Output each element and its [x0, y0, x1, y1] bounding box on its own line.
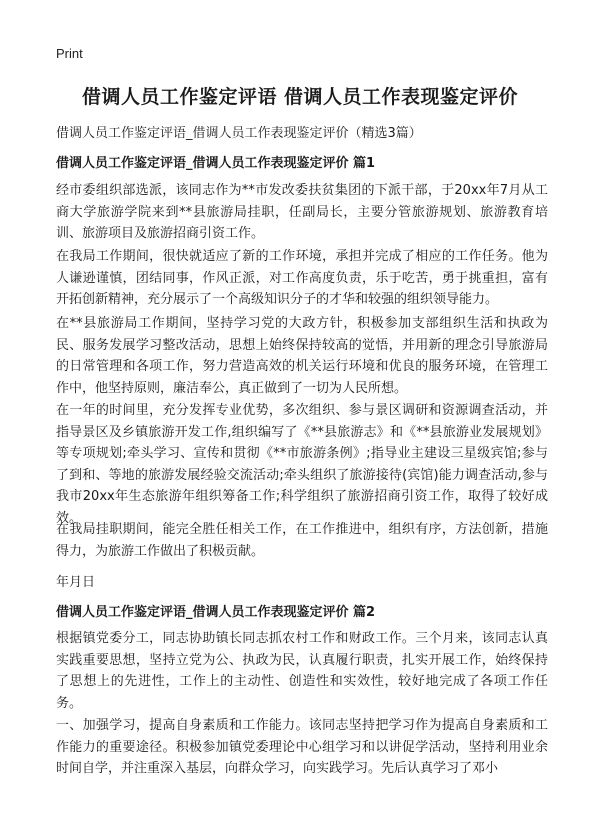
section1-paragraph-5: 在我局挂职期间，能完全胜任相关工作，在工作推进中，组织有序，方法创新，措施得力，为旅游工作做出了积极贡献。: [56, 522, 548, 559]
section1-paragraph-2: 在我局工作期间，很快就适应了新的工作环境，承担并完成了相应的工作任务。他为人谦逊谨慎，团结同事，作风正派，对工作高度负责，乐于吃苦，勇于挑重担，富有开拓创新精神，充分展示了一个高级知识分子的才华和较强的组织领导能力。: [56, 249, 548, 307]
section2-paragraph-2: 一、加强学习，提高自身素质和工作能力。该同志坚持把学习作为提高自身素质和工作能力的重要途径。积极参加镇党委理论中心组学习和以讲促学活动，坚持利用业余时间自学，并注重深入基层，向群众学习，向实践学习。先后认真学习了邓小: [56, 718, 548, 776]
section2-heading: 借调人员工作鉴定评语_借调人员工作表现鉴定评价 篇2: [56, 605, 376, 620]
section1-paragraph-4: 在一年的时间里，充分发挥专业优势，多次组织、参与景区调研和资源调查活动，并指导景区及乡镇旅游开发工作,组织编写了《**县旅游志》和《**县旅游业发展规划》等专项规划;牵头学习、宣传和贯彻《**市旅游条例》;指导业主建设三星级宾馆;参与了到和、等地的旅游发展经验交流活动;牵头组织了旅游接待(宾馆)能力调查活动,参与我市20xx年生态旅游年组织筹备工作;科学组织了旅游招商引资工作，取得了较好成效。: [56, 403, 548, 526]
print-label[interactable]: Print: [56, 46, 83, 61]
section1-paragraph-3: 在**县旅游局工作期间，坚持学习党的大政方针，积极参加支部组织生活和执政为民、服务发展学习整改活动，思想上始终保持较高的觉悟，并用新的理念引导旅游局的日常管理和各项工作，努力营造高效的机关运行环境和优良的服务环境，在管理工作中，他坚持原则，廉洁奉公，真正做到了一切为人民所想。: [56, 316, 548, 396]
section1-heading: 借调人员工作鉴定评语_借调人员工作表现鉴定评价 篇1: [56, 156, 376, 171]
page-title: 借调人员工作鉴定评语 借调人员工作表现鉴定评价: [81, 86, 519, 108]
section2-paragraph-1: 根据镇党委分工，同志协助镇长同志抓农村工作和财政工作。三个月来，该同志认真实践重要思想，坚持立党为公、执政为民，认真履行职责，扎实开展工作，始终保持了思想上的先进性，工作上的主动性、创造性和实效性，较好地完成了各项工作任务。: [56, 631, 548, 711]
subtitle: 借调人员工作鉴定评语_借调人员工作表现鉴定评价（精选3篇）: [56, 126, 422, 141]
date-line: 年月日: [56, 575, 96, 590]
section1-paragraph-1: 经市委组织部选派，该同志作为**市发改委扶贫集团的下派干部，于20xx年7月从工商大学旅游学院来到**县旅游局挂职，任副局长，主要分管旅游规划、旅游教育培训、旅游项目及旅游招商引资工作。: [56, 183, 548, 241]
